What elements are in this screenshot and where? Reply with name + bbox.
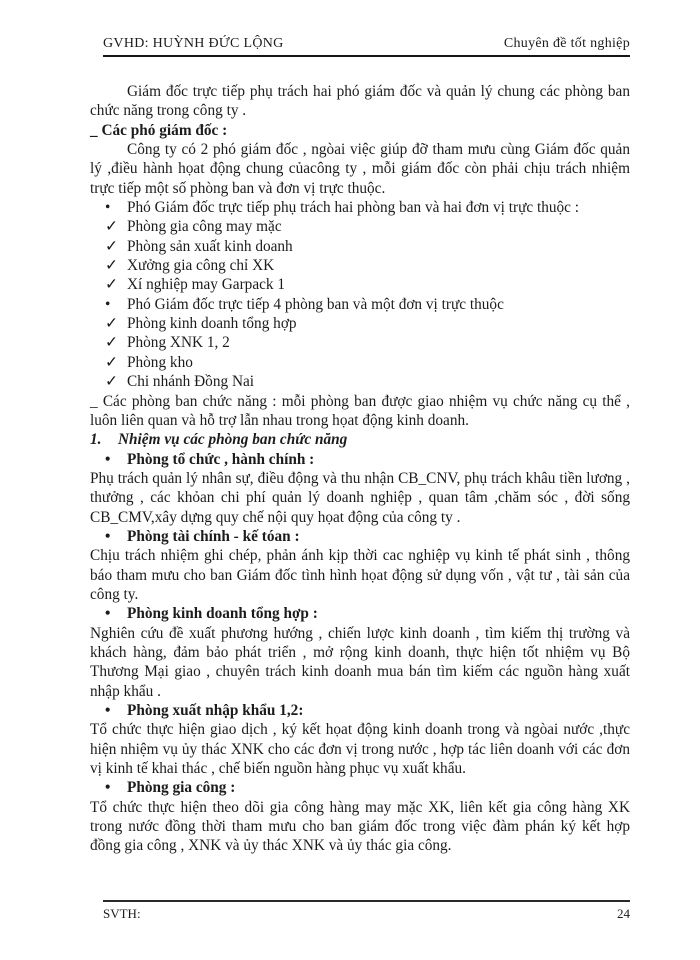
bullet-icon: • bbox=[105, 779, 111, 797]
numbered-heading bbox=[90, 430, 630, 449]
check-icon: ✓ bbox=[105, 315, 118, 333]
paragraph: Công ty có 2 phó giám đốc , ngòai việc giúp đỡ tham mưu cùng Giám đốc quản lý ,điều hành họat động chung củacông ty , mỗi giám đốc còn phải chịu trách nhiệm trực tiếp một số phòng ban và đơn vị trực thuộc. bbox=[90, 141, 630, 197]
paragraph: _ Các phó giám đốc : bbox=[90, 121, 228, 139]
page-header bbox=[103, 36, 630, 57]
paragraph: Tổ chức thực hiện theo dõi gia công hàng may mặc XK, liên kết gia công hàng XK trong nước đồng thời tham mưu cho ban giám đốc trong việc đàm phán ký kết hợp đồng gia công , XNK và ủy thác XNK và ủy thác gia công. bbox=[90, 798, 630, 855]
footer-page-number: 24 bbox=[617, 906, 630, 921]
list-item-text: Phòng tổ chức , hành chính : bbox=[127, 450, 315, 468]
document-body bbox=[90, 82, 630, 856]
list-number: 1. bbox=[90, 431, 102, 449]
check-item bbox=[90, 372, 630, 391]
list-item-text: Phòng tài chính - kế tóan : bbox=[127, 527, 300, 545]
check-icon: ✓ bbox=[105, 353, 118, 371]
paragraph: Giám đốc trực tiếp phụ trách hai phó giám đốc và quản lý chung các phòng ban chức năng trong công ty . bbox=[90, 83, 630, 120]
page-footer bbox=[103, 900, 630, 922]
list-item-text: Phó Giám đốc trực tiếp 4 phòng ban và một đơn vị trực thuộc bbox=[127, 295, 504, 313]
list-item-text: Chi nhánh Đồng Nai bbox=[127, 373, 255, 391]
check-item bbox=[90, 275, 630, 294]
header-advisor-label: GVHD: HUỲNH ĐỨC LỘNG bbox=[103, 36, 284, 51]
check-item bbox=[90, 237, 630, 256]
footer-student-label: SVTH: bbox=[103, 906, 141, 921]
list-item-text: Xưởng gia công chỉ XK bbox=[127, 257, 275, 275]
check-item bbox=[90, 353, 630, 372]
list-item-text: Phòng xuất nhập khẩu 1,2: bbox=[127, 702, 304, 719]
bullet-icon: • bbox=[105, 702, 111, 719]
check-item bbox=[90, 256, 630, 275]
paragraph: Chịu trách nhiệm ghi chép, phản ánh kịp thời cac nghiệp vụ kinh tế phát sinh , thông báo tham mưu cho ban Giám đốc tình hình họat động sử dụng vốn , vật tư , tài sản của công ty. bbox=[90, 547, 630, 603]
bullet-item bbox=[90, 527, 630, 546]
header-report-title: Chuyên đề tốt nghiệp bbox=[503, 36, 630, 51]
list-item-text: Phòng kinh doanh tổng hợp : bbox=[127, 605, 318, 623]
list-item-text: Phòng gia công may mặc bbox=[127, 218, 282, 236]
bullet-item bbox=[90, 450, 630, 469]
check-item bbox=[90, 314, 630, 333]
bullet-icon: • bbox=[105, 605, 111, 623]
paragraph: Phụ trách quản lý nhân sự, điều động và thu nhận CB_CNV, phụ trách khâu tiền lương , thưởng , các khỏan chi phí quản lý doanh nghiệp , quan tâm ,chăm sóc , đời sống CB_CMV,xây dựng quy chế nội quy họat động của công ty . bbox=[90, 469, 630, 526]
check-icon: ✓ bbox=[105, 218, 118, 236]
list-item-text: Phó Giám đốc trực tiếp phụ trách hai phòng ban và hai đơn vị trực thuộc : bbox=[127, 199, 580, 217]
bullet-icon: • bbox=[105, 199, 111, 217]
check-icon: ✓ bbox=[105, 257, 118, 275]
check-icon: ✓ bbox=[105, 334, 118, 352]
paragraph: Nghiên cứu đề xuất phương hướng , chiến lược kinh doanh , tìm kiếm thị trường và khách hàng, đảm bảo phát triển , mở rộng kinh doanh, thực hiện tốt nhiệm vụ Bộ Thương Mại giao , chuyên trách kinh doanh mua bán tìm kiếm các nguồn hàng xuất nhập khẩu . bbox=[90, 624, 630, 700]
list-item-text: Phòng XNK 1, 2 bbox=[127, 334, 230, 352]
list-item-text: Phòng kinh doanh tổng hợp bbox=[127, 315, 297, 333]
bullet-item bbox=[90, 604, 630, 623]
list-item-text: Xí nghiệp may Garpack 1 bbox=[127, 276, 286, 294]
paragraph: Tổ chức thực hiện giao dịch , ký kết họat động kinh doanh trong và ngòai nước ,thực hiện nhiệm vụ ủy thác XNK cho các đơn vị trong nước , hợp tác liên doanh với các đơn vị kinh tế khai thác , chế biến nguồn hàng phục vụ xuất khẩu. bbox=[90, 721, 630, 778]
check-icon: ✓ bbox=[105, 276, 118, 294]
list-item-text: Phòng kho bbox=[127, 353, 193, 371]
bullet-item bbox=[90, 701, 630, 720]
list-item-text: Nhiệm vụ các phòng ban chức năng bbox=[118, 431, 348, 449]
bullet-item bbox=[90, 198, 630, 217]
paragraph: _ Các phòng ban chức năng : mỗi phòng ban được giao nhiệm vụ chức năng cụ thể , luôn liên quan và hỗ trợ lẫn nhau trong họat động kinh doanh. bbox=[90, 392, 630, 429]
check-icon: ✓ bbox=[105, 373, 118, 391]
check-item bbox=[90, 217, 630, 236]
bullet-item bbox=[90, 295, 630, 314]
bullet-icon: • bbox=[105, 450, 111, 468]
bullet-icon: • bbox=[105, 295, 111, 313]
bullet-item bbox=[90, 778, 630, 797]
list-item-text: Phòng gia công : bbox=[127, 779, 236, 797]
check-item bbox=[90, 333, 630, 352]
bullet-icon: • bbox=[105, 527, 111, 545]
list-item-text: Phòng sản xuất kinh doanh bbox=[127, 237, 293, 255]
check-icon: ✓ bbox=[105, 237, 118, 255]
